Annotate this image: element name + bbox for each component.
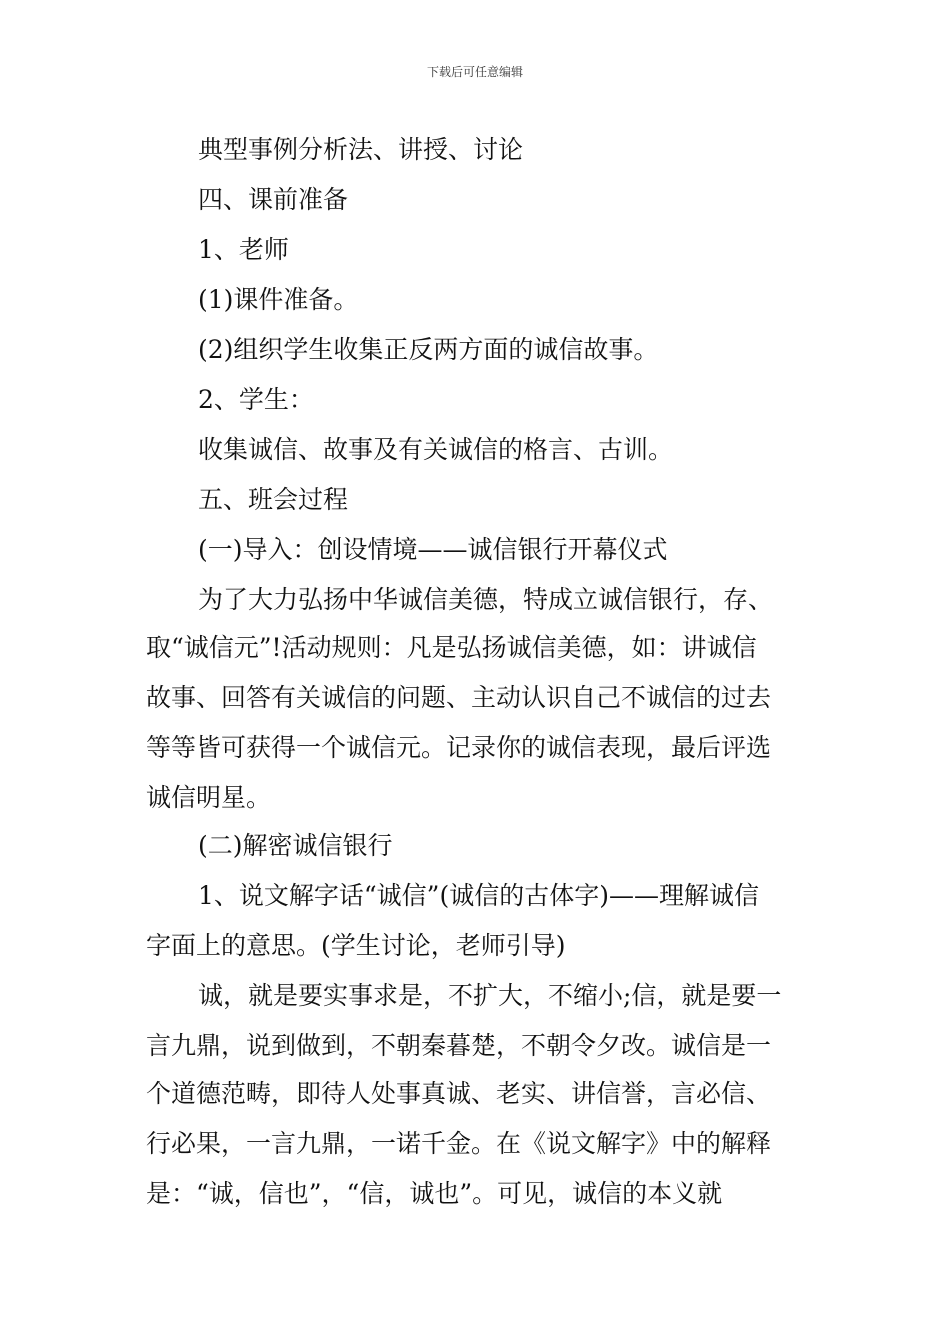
paragraph-line: 1、说文解字话“诚信”(诚信的古体字)——理解诚信 (198, 881, 759, 910)
paragraph-line: 诚，就是要实事求是，不扩大，不缩小;信，就是要一 (198, 981, 782, 1010)
paragraph-line: 个道德范畴，即待人处事真诚、老实、讲信誉，言必信、 (146, 1079, 772, 1108)
text-line: (1)课件准备。 (198, 285, 359, 314)
text-line: 收集诚信、故事及有关诚信的格言、古训。 (198, 435, 674, 464)
text-line: (2)组织学生收集正反两方面的诚信故事。 (198, 335, 659, 364)
paragraph-line: 是：“诚，信也”，“信，诚也”。可见，诚信的本义就 (146, 1179, 723, 1208)
text-line: 1、老师 (198, 235, 289, 264)
paragraph-line: 言九鼎，说到做到，不朝秦暮楚，不朝令夕改。诚信是一 (146, 1031, 772, 1060)
paragraph-line: 取“诚信元”!活动规则：凡是弘扬诚信美德，如：讲诚信 (146, 633, 757, 662)
paragraph-line: 故事、回答有关诚信的问题、主动认识自己不诚信的过去 (146, 683, 772, 712)
subsection-heading: (二)解密诚信银行 (198, 831, 393, 860)
paragraph-line: 诚信明星。 (146, 783, 272, 812)
paragraph-line: 行必果，一言九鼎，一诺千金。在《说文解字》中的解释 (146, 1129, 772, 1158)
section-heading: 五、班会过程 (198, 485, 349, 514)
section-heading: 四、课前准备 (198, 185, 349, 214)
text-line: 典型事例分析法、讲授、讨论 (198, 135, 524, 164)
subsection-heading: (一)导入：创设情境——诚信银行开幕仪式 (198, 535, 668, 564)
paragraph-line: 等等皆可获得一个诚信元。记录你的诚信表现，最后评选 (146, 733, 772, 762)
page-header: 下载后可任意编辑 (426, 65, 523, 79)
paragraph-line: 为了大力弘扬中华诚信美德，特成立诚信银行，存、 (198, 585, 774, 614)
text-line: 2、学生： (198, 385, 314, 414)
paragraph-line: 字面上的意思。(学生讨论，老师引导) (146, 931, 566, 960)
